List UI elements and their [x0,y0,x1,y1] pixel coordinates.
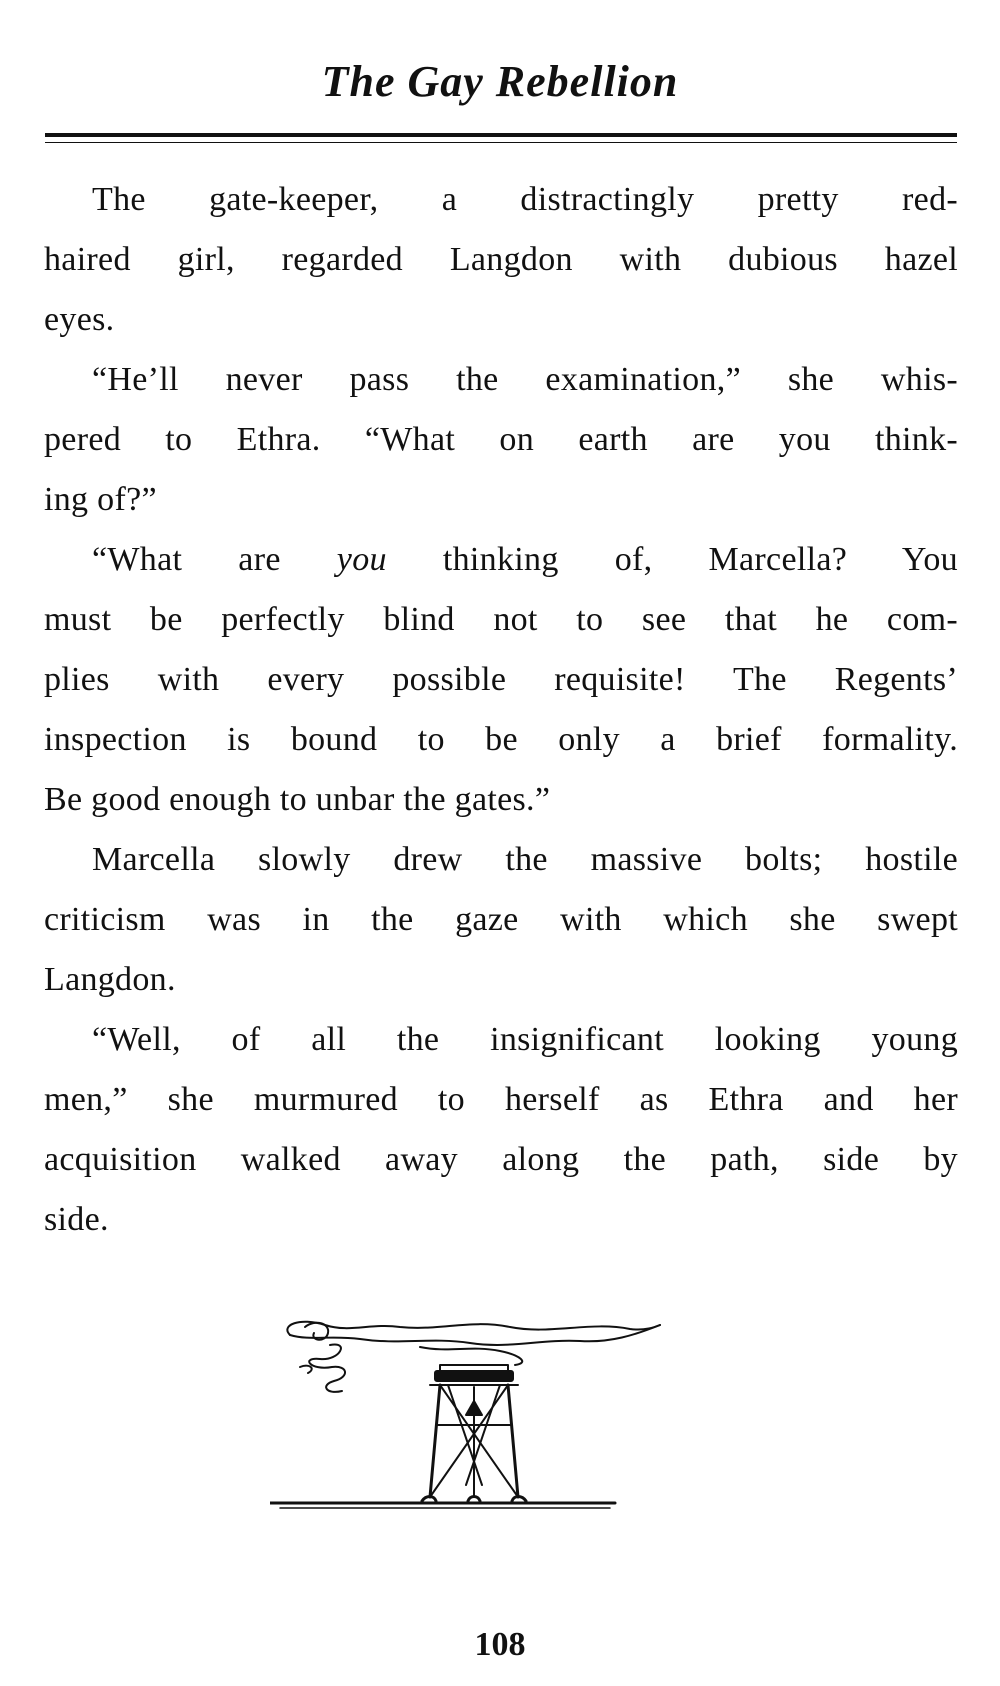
text-line: plies with every possible requisite! The Regents’ [44,661,958,698]
text-line: Be good enough to unbar the gates.” [44,781,551,818]
text-line: side. [44,1201,109,1238]
page-number: 108 [474,1626,526,1663]
text-line: inspection is bound to be only a brief formality. [44,721,958,758]
text-run: “What are [92,541,337,578]
paragraph [44,1010,958,1250]
text-line: haired girl, regarded Langdon with dubious hazel [44,241,958,278]
text-line: pered to Ethra. “What on earth are you think- [44,421,958,458]
running-title: The Gay Rebellion [321,57,679,106]
paragraph [44,350,958,530]
emphasis-text: you [336,541,387,578]
paragraph [44,530,958,830]
paragraph [44,170,958,350]
header-rule-thick [45,133,957,137]
text-line: men,” she murmured to herself as Ethra and her [44,1081,958,1118]
header-rule-thin [45,142,957,143]
text-line: eyes. [44,301,115,338]
paragraph [44,830,958,1010]
text-line: ing of?” [44,481,157,518]
text-line: “He’ll never pass the examination,” she whis- [92,361,958,398]
text-line: “Well, of all the insignificant looking young [92,1021,958,1058]
text-line [44,530,958,590]
text-line: acquisition walked away along the path, side by [44,1141,958,1178]
text-line: The gate-keeper, a distractingly pretty red- [92,181,958,218]
incense-burner-tripod-icon [270,1305,730,1535]
text-line: must be perfectly blind not to see that he com- [44,601,958,638]
text-run: thinking of, Marcella? You [386,541,958,578]
text-line: Marcella slowly drew the massive bolts; hostile [92,841,958,878]
text-line: Langdon. [44,961,176,998]
body-text [44,170,958,1250]
text-line: criticism was in the gaze with which she swept [44,901,958,938]
